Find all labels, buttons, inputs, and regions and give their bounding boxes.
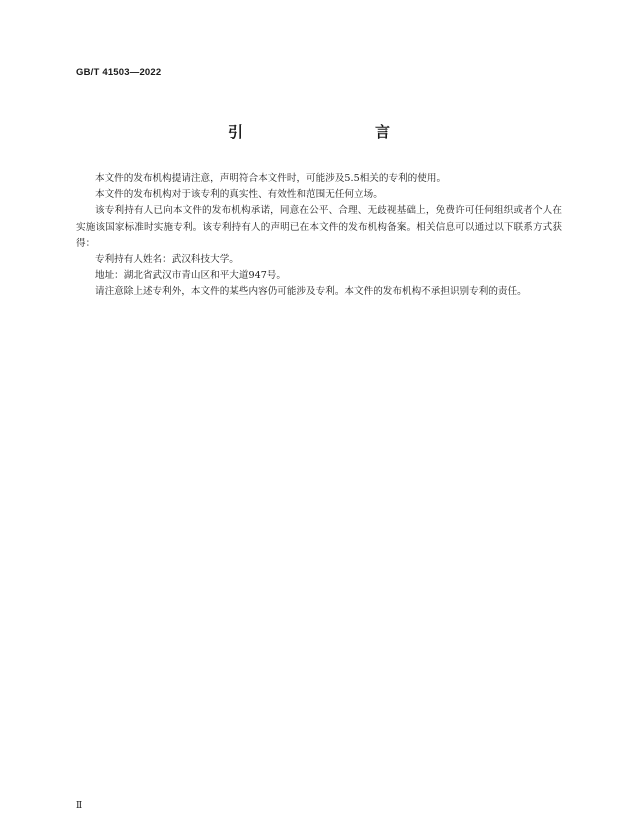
standard-code: GB/T 41503—2022 <box>76 67 162 78</box>
paragraph-holder-name: 专利持有人姓名：武汉科技大学。 <box>95 254 239 266</box>
page-number: Ⅱ <box>76 801 83 811</box>
body-text <box>76 171 562 301</box>
paragraph-no-position: 本文件的发布机构对于该专利的真实性、有效性和范围无任何立场。 <box>95 189 383 201</box>
paragraph-holder-commitment: 该专利持有人已向本文件的发布机构承诺，同意在公平、合理、无歧视基础上，免费许可任何组织或者个人在实施该国家标准时实施专利。该专利持有人的声明已在本文件的发布机构备案。相关信息可以通过以下联系方式获得： <box>76 205 562 249</box>
paragraph-disclaimer: 请注意除上述专利外，本文件的某些内容仍可能涉及专利。本文件的发布机构不承担识别专利的责任。 <box>95 286 527 298</box>
page-title: 引 言 <box>227 123 424 141</box>
paragraph-holder-address: 地址：湖北省武汉市青山区和平大道947号。 <box>95 270 286 282</box>
paragraph-patent-notice: 本文件的发布机构提请注意，声明符合本文件时，可能涉及5.5相关的专利的使用。 <box>95 173 447 184</box>
